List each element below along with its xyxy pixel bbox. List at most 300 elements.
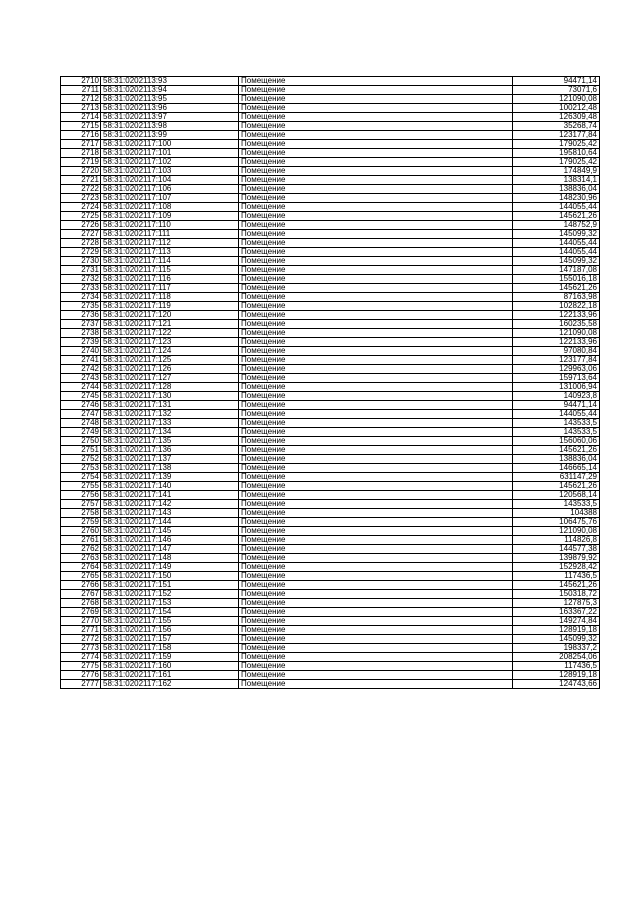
row-number-cell: 2716 xyxy=(61,131,101,140)
cadastral-number-cell: 58:31:0202117:108 xyxy=(101,203,239,212)
row-number-cell: 2747 xyxy=(61,410,101,419)
object-type-cell: Помещение xyxy=(239,284,513,293)
cadastral-number-cell: 58:31:0202117:149 xyxy=(101,563,239,572)
row-number-cell: 2767 xyxy=(61,590,101,599)
cadastral-value-cell: 144055,44 xyxy=(513,203,600,212)
table-row xyxy=(61,338,600,347)
cadastral-value-cell: 138836,04 xyxy=(513,455,600,464)
cadastral-number-cell: 58:31:0202117:100 xyxy=(101,140,239,149)
table-row xyxy=(61,131,600,140)
cadastral-value-cell: 104388 xyxy=(513,509,600,518)
object-type-cell: Помещение xyxy=(239,122,513,131)
cadastral-number-cell: 58:31:0202117:112 xyxy=(101,239,239,248)
row-number-cell: 2712 xyxy=(61,95,101,104)
object-type-cell: Помещение xyxy=(239,131,513,140)
table-row xyxy=(61,311,600,320)
cadastral-value-cell: 121090,08 xyxy=(513,527,600,536)
cadastral-number-cell: 58:31:0202117:157 xyxy=(101,635,239,644)
cadastral-number-cell: 58:31:0202113:96 xyxy=(101,104,239,113)
row-number-cell: 2732 xyxy=(61,275,101,284)
cadastral-value-cell: 94471,14 xyxy=(513,77,600,86)
object-type-cell: Помещение xyxy=(239,437,513,446)
table-row xyxy=(61,635,600,644)
cadastral-number-cell: 58:31:0202117:150 xyxy=(101,572,239,581)
table-row xyxy=(61,194,600,203)
cadastral-number-cell: 58:31:0202117:156 xyxy=(101,626,239,635)
table-row xyxy=(61,230,600,239)
row-number-cell: 2730 xyxy=(61,257,101,266)
row-number-cell: 2717 xyxy=(61,140,101,149)
object-type-cell: Помещение xyxy=(239,599,513,608)
row-number-cell: 2757 xyxy=(61,500,101,509)
cadastral-value-cell: 144577,38 xyxy=(513,545,600,554)
row-number-cell: 2766 xyxy=(61,581,101,590)
cadastral-number-cell: 58:31:0202117:122 xyxy=(101,329,239,338)
cadastral-value-cell: 117436,5 xyxy=(513,662,600,671)
object-type-cell: Помещение xyxy=(239,185,513,194)
cadastral-number-cell: 58:31:0202117:161 xyxy=(101,671,239,680)
table-row xyxy=(61,392,600,401)
cadastral-number-cell: 58:31:0202117:155 xyxy=(101,617,239,626)
object-type-cell: Помещение xyxy=(239,356,513,365)
cadastral-value-cell: 145621,26 xyxy=(513,482,600,491)
object-type-cell: Помещение xyxy=(239,635,513,644)
cadastral-value-cell: 163367,22 xyxy=(513,608,600,617)
object-type-cell: Помещение xyxy=(239,113,513,122)
object-type-cell: Помещение xyxy=(239,275,513,284)
object-type-cell: Помещение xyxy=(239,239,513,248)
table-row xyxy=(61,122,600,131)
row-number-cell: 2763 xyxy=(61,554,101,563)
row-number-cell: 2773 xyxy=(61,644,101,653)
cadastral-value-cell: 143533,5 xyxy=(513,500,600,509)
cadastral-value-cell: 145099,32 xyxy=(513,257,600,266)
cadastral-value-cell: 121090,08 xyxy=(513,329,600,338)
cadastral-number-cell: 58:31:0202117:134 xyxy=(101,428,239,437)
cadastral-number-cell: 58:31:0202117:154 xyxy=(101,608,239,617)
table-row xyxy=(61,212,600,221)
table-row xyxy=(61,527,600,536)
table-row xyxy=(61,293,600,302)
cadastral-number-cell: 58:31:0202117:142 xyxy=(101,500,239,509)
object-type-cell: Помещение xyxy=(239,680,513,689)
cadastral-value-cell: 148752,9 xyxy=(513,221,600,230)
table-row xyxy=(61,437,600,446)
object-type-cell: Помещение xyxy=(239,572,513,581)
cadastral-number-cell: 58:31:0202117:120 xyxy=(101,311,239,320)
table-row xyxy=(61,221,600,230)
cadastral-value-cell: 145621,26 xyxy=(513,581,600,590)
object-type-cell: Помещение xyxy=(239,293,513,302)
object-type-cell: Помещение xyxy=(239,212,513,221)
cadastral-value-cell: 123177,84 xyxy=(513,131,600,140)
object-type-cell: Помещение xyxy=(239,365,513,374)
row-number-cell: 2754 xyxy=(61,473,101,482)
row-number-cell: 2739 xyxy=(61,338,101,347)
table-row xyxy=(61,482,600,491)
cadastral-value-cell: 102822,18 xyxy=(513,302,600,311)
object-type-cell: Помещение xyxy=(239,374,513,383)
row-number-cell: 2769 xyxy=(61,608,101,617)
table-row xyxy=(61,113,600,122)
table-row xyxy=(61,365,600,374)
cadastral-value-cell: 144055,44 xyxy=(513,239,600,248)
cadastral-number-cell: 58:31:0202117:113 xyxy=(101,248,239,257)
object-type-cell: Помещение xyxy=(239,383,513,392)
table-row xyxy=(61,158,600,167)
cadastral-value-cell: 139879,92 xyxy=(513,554,600,563)
table-row xyxy=(61,383,600,392)
table-row xyxy=(61,275,600,284)
cadastral-value-cell: 145099,32 xyxy=(513,230,600,239)
cadastral-number-cell: 58:31:0202117:159 xyxy=(101,653,239,662)
object-type-cell: Помещение xyxy=(239,257,513,266)
object-type-cell: Помещение xyxy=(239,221,513,230)
cadastral-value-cell: 145621,26 xyxy=(513,212,600,221)
table-row xyxy=(61,356,600,365)
cadastral-number-cell: 58:31:0202117:132 xyxy=(101,410,239,419)
cadastral-value-cell: 126309,48 xyxy=(513,113,600,122)
object-type-cell: Помещение xyxy=(239,311,513,320)
cadastral-number-cell: 58:31:0202117:114 xyxy=(101,257,239,266)
row-number-cell: 2723 xyxy=(61,194,101,203)
table-row xyxy=(61,140,600,149)
cadastral-value-cell: 122133,96 xyxy=(513,311,600,320)
object-type-cell: Помещение xyxy=(239,95,513,104)
cadastral-number-cell: 58:31:0202117:144 xyxy=(101,518,239,527)
table-row xyxy=(61,428,600,437)
object-type-cell: Помещение xyxy=(239,77,513,86)
row-number-cell: 2752 xyxy=(61,455,101,464)
cadastral-value-cell: 106475,76 xyxy=(513,518,600,527)
table-row xyxy=(61,545,600,554)
object-type-cell: Помещение xyxy=(239,167,513,176)
cadastral-value-cell: 120568,14 xyxy=(513,491,600,500)
row-number-cell: 2714 xyxy=(61,113,101,122)
object-type-cell: Помещение xyxy=(239,563,513,572)
cadastral-value-cell: 145621,26 xyxy=(513,446,600,455)
cadastral-number-cell: 58:31:0202117:138 xyxy=(101,464,239,473)
cadastral-number-cell: 58:31:0202117:151 xyxy=(101,581,239,590)
object-type-cell: Помещение xyxy=(239,509,513,518)
row-number-cell: 2764 xyxy=(61,563,101,572)
row-number-cell: 2729 xyxy=(61,248,101,257)
cadastral-number-cell: 58:31:0202117:153 xyxy=(101,599,239,608)
cadastral-number-cell: 58:31:0202117:130 xyxy=(101,392,239,401)
cadastral-value-cell: 155016,18 xyxy=(513,275,600,284)
row-number-cell: 2770 xyxy=(61,617,101,626)
cadastral-value-cell: 138314,1 xyxy=(513,176,600,185)
cadastral-number-cell: 58:31:0202117:139 xyxy=(101,473,239,482)
object-type-cell: Помещение xyxy=(239,158,513,167)
table-row xyxy=(61,176,600,185)
object-type-cell: Помещение xyxy=(239,617,513,626)
table-row xyxy=(61,419,600,428)
cadastral-value-cell: 146665,14 xyxy=(513,464,600,473)
object-type-cell: Помещение xyxy=(239,320,513,329)
object-type-cell: Помещение xyxy=(239,266,513,275)
table-row xyxy=(61,347,600,356)
row-number-cell: 2740 xyxy=(61,347,101,356)
table-row xyxy=(61,554,600,563)
cadastral-value-cell: 143533,5 xyxy=(513,428,600,437)
object-type-cell: Помещение xyxy=(239,473,513,482)
table-row xyxy=(61,455,600,464)
cadastral-number-cell: 58:31:0202117:143 xyxy=(101,509,239,518)
cadastral-number-cell: 58:31:0202117:116 xyxy=(101,275,239,284)
cadastral-number-cell: 58:31:0202117:115 xyxy=(101,266,239,275)
object-type-cell: Помещение xyxy=(239,482,513,491)
row-number-cell: 2753 xyxy=(61,464,101,473)
row-number-cell: 2768 xyxy=(61,599,101,608)
table-row xyxy=(61,320,600,329)
cadastral-value-cell: 73071,6 xyxy=(513,86,600,95)
row-number-cell: 2761 xyxy=(61,536,101,545)
row-number-cell: 2745 xyxy=(61,392,101,401)
object-type-cell: Помещение xyxy=(239,671,513,680)
cadastral-number-cell: 58:31:0202113:98 xyxy=(101,122,239,131)
cadastral-value-cell: 150318,72 xyxy=(513,590,600,599)
cadastral-value-cell: 97080,84 xyxy=(513,347,600,356)
object-type-cell: Помещение xyxy=(239,104,513,113)
object-type-cell: Помещение xyxy=(239,536,513,545)
table-row xyxy=(61,149,600,158)
object-type-cell: Помещение xyxy=(239,410,513,419)
object-type-cell: Помещение xyxy=(239,338,513,347)
object-type-cell: Помещение xyxy=(239,230,513,239)
table-row xyxy=(61,374,600,383)
cadastral-value-cell: 208254,06 xyxy=(513,653,600,662)
cadastral-number-cell: 58:31:0202117:135 xyxy=(101,437,239,446)
cadastral-number-cell: 58:31:0202117:109 xyxy=(101,212,239,221)
row-number-cell: 2755 xyxy=(61,482,101,491)
row-number-cell: 2746 xyxy=(61,401,101,410)
cadastral-number-cell: 58:31:0202117:102 xyxy=(101,158,239,167)
table-row xyxy=(61,203,600,212)
cadastral-value-cell: 152928,42 xyxy=(513,563,600,572)
object-type-cell: Помещение xyxy=(239,464,513,473)
table-row xyxy=(61,644,600,653)
table-row xyxy=(61,680,600,689)
cadastral-value-cell: 198337,2 xyxy=(513,644,600,653)
cadastral-value-cell: 124743,66 xyxy=(513,680,600,689)
table-row xyxy=(61,302,600,311)
cadastral-value-cell: 123177,84 xyxy=(513,356,600,365)
row-number-cell: 2710 xyxy=(61,77,101,86)
object-type-cell: Помещение xyxy=(239,302,513,311)
table-row xyxy=(61,509,600,518)
object-type-cell: Помещение xyxy=(239,626,513,635)
row-number-cell: 2715 xyxy=(61,122,101,131)
row-number-cell: 2760 xyxy=(61,527,101,536)
cadastral-value-cell: 149274,84 xyxy=(513,617,600,626)
object-type-cell: Помещение xyxy=(239,491,513,500)
object-type-cell: Помещение xyxy=(239,455,513,464)
object-type-cell: Помещение xyxy=(239,203,513,212)
cadastral-value-cell: 160235,58 xyxy=(513,320,600,329)
table-row xyxy=(61,167,600,176)
row-number-cell: 2733 xyxy=(61,284,101,293)
cadastral-number-cell: 58:31:0202117:125 xyxy=(101,356,239,365)
table-row xyxy=(61,104,600,113)
cadastral-number-cell: 58:31:0202117:147 xyxy=(101,545,239,554)
cadastral-number-cell: 58:31:0202117:131 xyxy=(101,401,239,410)
cadastral-number-cell: 58:31:0202117:121 xyxy=(101,320,239,329)
row-number-cell: 2738 xyxy=(61,329,101,338)
cadastral-value-table xyxy=(60,76,600,689)
object-type-cell: Помещение xyxy=(239,419,513,428)
table-row xyxy=(61,464,600,473)
cadastral-number-cell: 58:31:0202117:137 xyxy=(101,455,239,464)
row-number-cell: 2736 xyxy=(61,311,101,320)
table-row xyxy=(61,581,600,590)
cadastral-number-cell: 58:31:0202117:128 xyxy=(101,383,239,392)
object-type-cell: Помещение xyxy=(239,140,513,149)
cadastral-value-cell: 195810,64 xyxy=(513,149,600,158)
row-number-cell: 2772 xyxy=(61,635,101,644)
cadastral-value-cell: 131006,94 xyxy=(513,383,600,392)
object-type-cell: Помещение xyxy=(239,527,513,536)
cadastral-value-cell: 117436,5 xyxy=(513,572,600,581)
row-number-cell: 2718 xyxy=(61,149,101,158)
table-row xyxy=(61,185,600,194)
object-type-cell: Помещение xyxy=(239,644,513,653)
table-row xyxy=(61,626,600,635)
row-number-cell: 2727 xyxy=(61,230,101,239)
cadastral-number-cell: 58:31:0202117:126 xyxy=(101,365,239,374)
cadastral-value-cell: 87163,98 xyxy=(513,293,600,302)
cadastral-number-cell: 58:31:0202117:124 xyxy=(101,347,239,356)
object-type-cell: Помещение xyxy=(239,653,513,662)
cadastral-value-cell: 148230,96 xyxy=(513,194,600,203)
cadastral-value-cell: 127875,3 xyxy=(513,599,600,608)
object-type-cell: Помещение xyxy=(239,176,513,185)
cadastral-number-cell: 58:31:0202117:117 xyxy=(101,284,239,293)
cadastral-value-cell: 128919,18 xyxy=(513,626,600,635)
cadastral-value-cell: 129963,06 xyxy=(513,365,600,374)
object-type-cell: Помещение xyxy=(239,554,513,563)
cadastral-number-cell: 58:31:0202113:97 xyxy=(101,113,239,122)
table-row xyxy=(61,518,600,527)
table-row xyxy=(61,95,600,104)
row-number-cell: 2719 xyxy=(61,158,101,167)
row-number-cell: 2744 xyxy=(61,383,101,392)
cadastral-number-cell: 58:31:0202117:162 xyxy=(101,680,239,689)
cadastral-value-cell: 147187,08 xyxy=(513,266,600,275)
row-number-cell: 2743 xyxy=(61,374,101,383)
object-type-cell: Помещение xyxy=(239,500,513,509)
table-row xyxy=(61,77,600,86)
table-row xyxy=(61,617,600,626)
object-type-cell: Помещение xyxy=(239,392,513,401)
row-number-cell: 2771 xyxy=(61,626,101,635)
table-row xyxy=(61,86,600,95)
object-type-cell: Помещение xyxy=(239,662,513,671)
cadastral-number-cell: 58:31:0202117:123 xyxy=(101,338,239,347)
cadastral-value-cell: 35268,74 xyxy=(513,122,600,131)
cadastral-value-cell: 140923,8 xyxy=(513,392,600,401)
cadastral-number-cell: 58:31:0202117:160 xyxy=(101,662,239,671)
object-type-cell: Помещение xyxy=(239,545,513,554)
cadastral-value-cell: 145621,26 xyxy=(513,284,600,293)
row-number-cell: 2742 xyxy=(61,365,101,374)
cadastral-number-cell: 58:31:0202117:145 xyxy=(101,527,239,536)
cadastral-number-cell: 58:31:0202117:101 xyxy=(101,149,239,158)
row-number-cell: 2751 xyxy=(61,446,101,455)
object-type-cell: Помещение xyxy=(239,581,513,590)
cadastral-value-cell: 179025,42 xyxy=(513,140,600,149)
object-type-cell: Помещение xyxy=(239,608,513,617)
cadastral-number-cell: 58:31:0202117:104 xyxy=(101,176,239,185)
row-number-cell: 2735 xyxy=(61,302,101,311)
cadastral-value-cell: 122133,96 xyxy=(513,338,600,347)
table-row xyxy=(61,491,600,500)
row-number-cell: 2728 xyxy=(61,239,101,248)
cadastral-number-cell: 58:31:0202117:141 xyxy=(101,491,239,500)
row-number-cell: 2750 xyxy=(61,437,101,446)
table-row xyxy=(61,590,600,599)
table-row xyxy=(61,671,600,680)
table-body xyxy=(61,77,600,689)
row-number-cell: 2759 xyxy=(61,518,101,527)
cadastral-value-cell: 121090,08 xyxy=(513,95,600,104)
cadastral-number-cell: 58:31:0202113:95 xyxy=(101,95,239,104)
object-type-cell: Помещение xyxy=(239,401,513,410)
cadastral-value-cell: 174849,9 xyxy=(513,167,600,176)
object-type-cell: Помещение xyxy=(239,347,513,356)
cadastral-value-cell: 138836,04 xyxy=(513,185,600,194)
table-row xyxy=(61,329,600,338)
table-row xyxy=(61,248,600,257)
row-number-cell: 2724 xyxy=(61,203,101,212)
row-number-cell: 2749 xyxy=(61,428,101,437)
cadastral-value-cell: 100212,48 xyxy=(513,104,600,113)
row-number-cell: 2725 xyxy=(61,212,101,221)
cadastral-number-cell: 58:31:0202113:94 xyxy=(101,86,239,95)
cadastral-number-cell: 58:31:0202117:106 xyxy=(101,185,239,194)
cadastral-number-cell: 58:31:0202117:148 xyxy=(101,554,239,563)
cadastral-number-cell: 58:31:0202117:152 xyxy=(101,590,239,599)
row-number-cell: 2734 xyxy=(61,293,101,302)
table-row xyxy=(61,257,600,266)
table-row xyxy=(61,266,600,275)
table-row xyxy=(61,500,600,509)
table-row xyxy=(61,284,600,293)
cadastral-number-cell: 58:31:0202117:118 xyxy=(101,293,239,302)
cadastral-number-cell: 58:31:0202117:103 xyxy=(101,167,239,176)
table-row xyxy=(61,599,600,608)
cadastral-value-cell: 156060,06 xyxy=(513,437,600,446)
cadastral-value-cell: 143533,5 xyxy=(513,419,600,428)
cadastral-number-cell: 58:31:0202117:127 xyxy=(101,374,239,383)
table-row xyxy=(61,401,600,410)
row-number-cell: 2737 xyxy=(61,320,101,329)
row-number-cell: 2777 xyxy=(61,680,101,689)
cadastral-value-cell: 631147,29 xyxy=(513,473,600,482)
cadastral-number-cell: 58:31:0202117:119 xyxy=(101,302,239,311)
row-number-cell: 2711 xyxy=(61,86,101,95)
cadastral-number-cell: 58:31:0202117:136 xyxy=(101,446,239,455)
row-number-cell: 2762 xyxy=(61,545,101,554)
table-row xyxy=(61,536,600,545)
table-row xyxy=(61,446,600,455)
row-number-cell: 2774 xyxy=(61,653,101,662)
cadastral-value-cell: 94471,14 xyxy=(513,401,600,410)
row-number-cell: 2731 xyxy=(61,266,101,275)
object-type-cell: Помещение xyxy=(239,446,513,455)
table-row xyxy=(61,662,600,671)
row-number-cell: 2765 xyxy=(61,572,101,581)
